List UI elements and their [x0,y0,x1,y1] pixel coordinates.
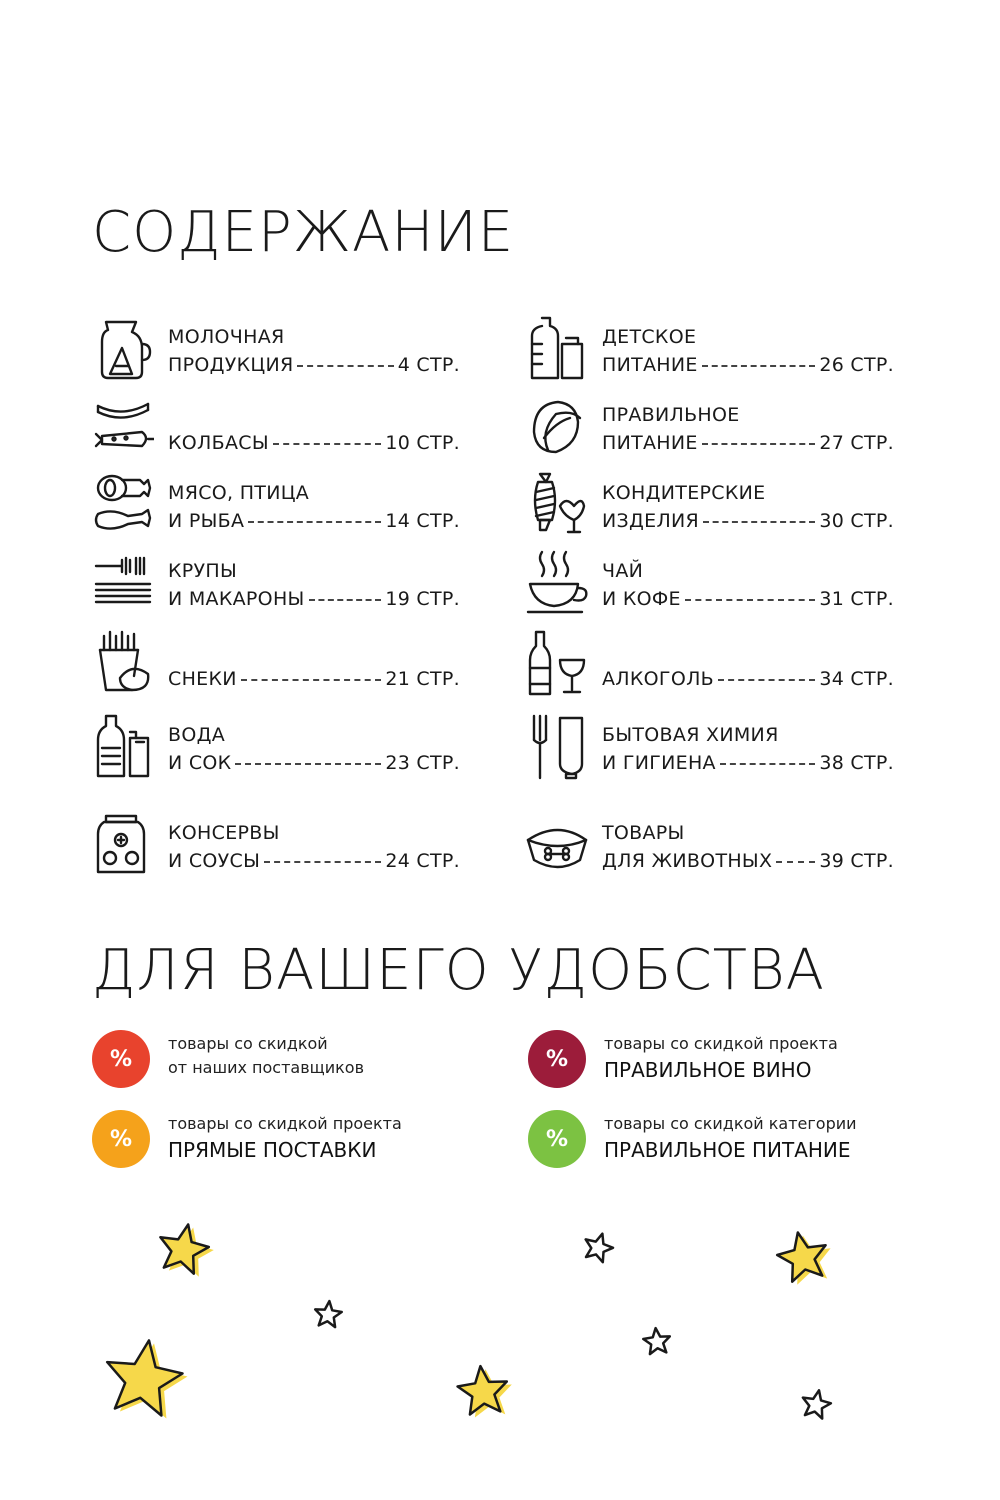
toc-item[interactable] [526,470,898,540]
toc-item[interactable] [92,712,464,782]
dot-leader [264,861,381,863]
legend-category: ПРАВИЛЬНОЕ ВИНО [604,1058,812,1082]
toc-item-title: И СОК [168,752,232,774]
toc-item[interactable] [92,628,464,698]
dot-leader [309,599,382,601]
legend-description: товары со скидкой категории [604,1114,857,1133]
toc-item[interactable] [92,470,464,540]
toc-item-text [602,548,894,618]
toc-item-text [602,628,894,698]
dot-leader [703,521,815,523]
toc-item-line2 [168,354,460,376]
toc-item-title-line1: ДЕТСКОЕ [602,326,697,348]
legend-description: товары со скидкой проекта [604,1034,838,1053]
toc-item-page: 39 СТР. [819,850,894,872]
toc-item-line2 [602,588,894,610]
toc-item-page: 23 СТР. [385,752,460,774]
toc-item-title: КОЛБАСЫ [168,432,269,454]
legend-description: товары со скидкой проекта [168,1114,402,1133]
toc-item-text [168,548,460,618]
toc-item-line2 [168,588,460,610]
toc-item-text [168,810,460,880]
toc-item-line2 [168,752,460,774]
pasta-icon [92,548,154,618]
toc-item-title: И СОУСЫ [168,850,261,872]
alcohol-icon [526,628,588,698]
toc-item-title: И РЫБА [168,510,245,532]
percent-badge-icon: % [528,1030,586,1088]
legend-item [528,1030,928,1090]
toc-item-page: 24 СТР. [385,850,460,872]
toc-item[interactable] [92,810,464,880]
toc-item[interactable] [526,712,898,782]
toc-item-title: ИЗДЕЛИЯ [602,510,700,532]
legend-item [92,1030,492,1090]
household-icon [526,712,588,782]
dot-leader [685,599,815,601]
toc-item[interactable] [92,314,464,384]
toc-item-title: И КОФЕ [602,588,681,610]
convenience-title: ДЛЯ ВАШЕГО УДОБСТВА [92,938,825,1003]
toc-item-title-line1: ЧАЙ [602,560,644,582]
toc-item-line2 [602,354,894,376]
toc-item-title-line1: МОЛОЧНАЯ [168,326,285,348]
toc-item-title-line1: ТОВАРЫ [602,822,685,844]
percent-badge-icon: % [92,1030,150,1088]
toc-item[interactable] [526,548,898,618]
toc-item-page: 38 СТР. [819,752,894,774]
toc-item-page: 26 СТР. [819,354,894,376]
toc-item-page: 34 СТР. [819,668,894,690]
toc-item[interactable] [526,810,898,880]
toc-item-text [168,712,460,782]
water-juice-icon [92,712,154,782]
tea-coffee-icon [526,548,588,618]
toc-item-page: 31 СТР. [819,588,894,610]
toc-item-line2 [168,850,460,872]
toc-item-title: И МАКАРОНЫ [168,588,305,610]
legend-description-line2: от наших поставщиков [168,1058,365,1077]
star-icon [107,1340,182,1415]
dot-leader [720,763,815,765]
toc-item-line2 [602,668,894,690]
toc-item[interactable] [92,548,464,618]
toc-item-line2 [168,668,460,690]
dairy-icon [92,314,154,384]
toc-item-page: 27 СТР. [819,432,894,454]
legend-item [528,1110,928,1170]
snacks-icon [92,628,154,698]
toc-item-page: 4 СТР. [397,354,460,376]
stars-decoration [0,1200,1000,1500]
toc-item-text [168,470,460,540]
dot-leader [702,365,816,367]
toc-item-title-line1: КРУПЫ [168,560,238,582]
toc-item-title: ПИТАНИЕ [602,432,698,454]
dot-leader [273,443,381,445]
dot-leader [718,679,815,681]
star-icon [315,1301,342,1327]
toc-item-title-line1: ВОДА [168,724,226,746]
sausage-icon [92,392,154,462]
toc-item-text [602,712,894,782]
contents-title: СОДЕРЖАНИЕ [92,200,515,265]
baby-food-icon [526,314,588,384]
toc-item-page: 19 СТР. [385,588,460,610]
toc-item-page: 14 СТР. [385,510,460,532]
toc-item[interactable] [526,628,898,698]
meat-icon [92,470,154,540]
toc-item-text [602,810,894,880]
toc-item-title: ДЛЯ ЖИВОТНЫХ [602,850,773,872]
dot-leader [248,521,381,523]
toc-item-title: СНЕКИ [168,668,237,690]
toc-item-line2 [602,850,894,872]
toc-item-line2 [168,510,460,532]
toc-item-text [602,392,894,462]
toc-item-title-line1: МЯСО, ПТИЦА [168,482,310,504]
legend-category: ПРЯМЫЕ ПОСТАВКИ [168,1138,377,1162]
toc-item-title: ПИТАНИЕ [602,354,698,376]
toc-item-page: 30 СТР. [819,510,894,532]
dot-leader [241,679,382,681]
toc-item-line2 [602,432,894,454]
legend-item [92,1110,492,1170]
toc-item-text [168,392,460,462]
toc-item-text [168,628,460,698]
dot-leader [776,861,815,863]
toc-item-line2 [168,432,460,454]
toc-item-text [602,314,894,384]
toc-item[interactable] [92,392,464,462]
toc-item-line2 [602,510,894,532]
star-icon [586,1234,613,1263]
toc-item-text [168,314,460,384]
toc-item-title: И ГИГИЕНА [602,752,716,774]
star-icon [160,1225,208,1274]
percent-badge-icon: % [528,1110,586,1168]
toc-item-title: ПРОДУКЦИЯ [168,354,294,376]
toc-item[interactable] [526,314,898,384]
candy-icon [526,470,588,540]
percent-badge-icon: % [92,1110,150,1168]
dot-leader [235,763,381,765]
dot-leader [702,443,816,445]
star-icon [803,1390,831,1418]
healthy-food-icon [526,392,588,462]
toc-item-line2 [602,752,894,774]
toc-item-page: 10 СТР. [385,432,460,454]
pet-bowl-icon [526,810,588,880]
canned-icon [92,810,154,880]
toc-item-title-line1: ПРАВИЛЬНОЕ [602,404,740,426]
toc-item-page: 21 СТР. [385,668,460,690]
toc-item-text [602,470,894,540]
legend-category: ПРАВИЛЬНОЕ ПИТАНИЕ [604,1138,851,1162]
toc-item-title-line1: БЫТОВАЯ ХИМИЯ [602,724,779,746]
toc-item-title-line1: КОНДИТЕРСКИЕ [602,482,766,504]
toc-item-title-line1: КОНСЕРВЫ [168,822,280,844]
dot-leader [297,365,393,367]
legend-description: товары со скидкой [168,1034,328,1053]
toc-item[interactable] [526,392,898,462]
toc-item-title: АЛКОГОЛЬ [602,668,714,690]
star-icon [643,1328,670,1354]
